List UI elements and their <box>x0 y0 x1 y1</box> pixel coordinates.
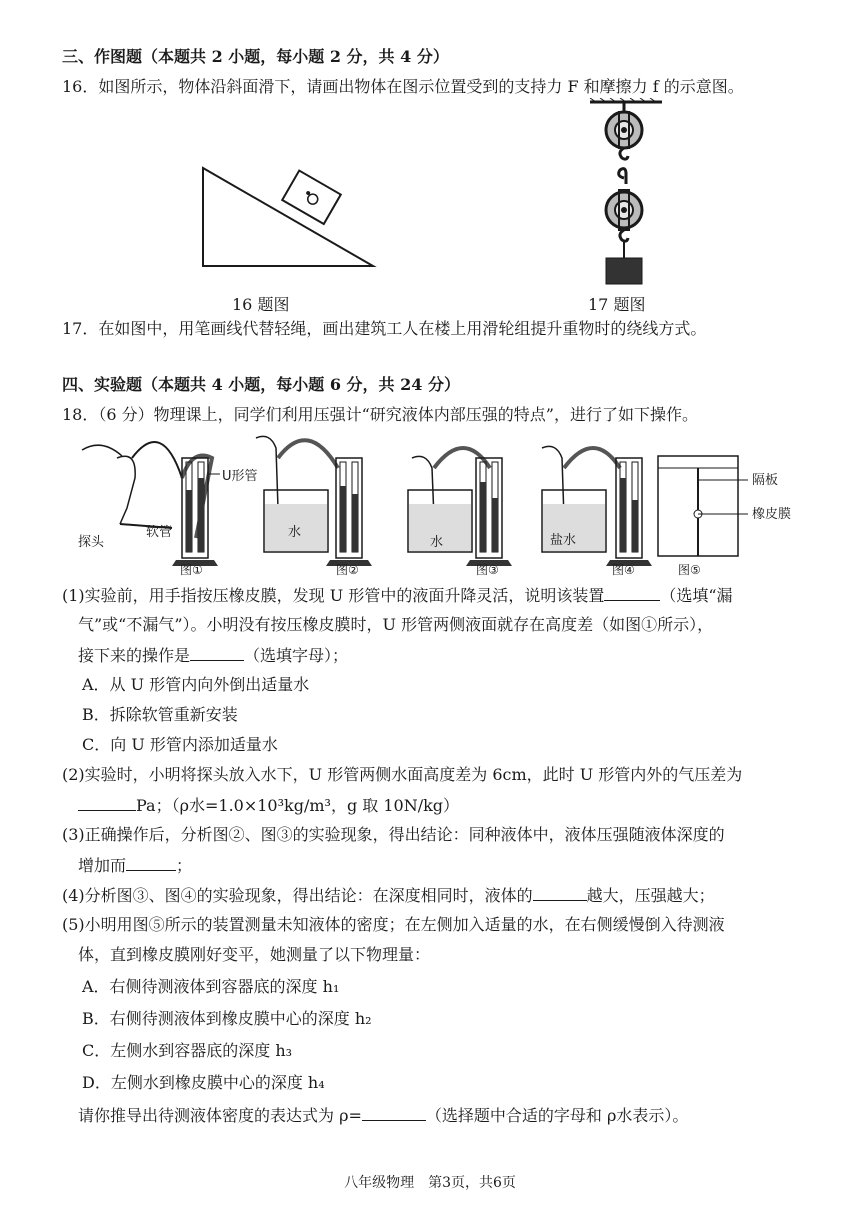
sub-question-3-line2 <box>78 854 192 877</box>
q1-text-a: (1)实验前，用手指按压橡皮膜，发现 U 形管中的液面升降灵活，说明该装置 <box>62 586 605 605</box>
label-water-3: 水 <box>430 535 444 550</box>
label-water-2: 水 <box>288 525 302 540</box>
label-fig3: 图③ <box>476 563 499 577</box>
sub-question-2-line1: (2)实验时，小明将探头放入水下，U 形管两侧水面高度差为 6cm，此时 U 形管内外的气压差为 <box>62 765 743 784</box>
q1-text-b: （选填“漏 <box>660 586 733 605</box>
fig3-apparatus <box>408 448 512 566</box>
figure-17-caption: 17 题图 <box>588 295 646 314</box>
label-probe: 探头 <box>78 535 105 550</box>
q5-text-d: （选择题中合适的字母和 ρ水表示）。 <box>425 1106 689 1125</box>
q1-blank-1 <box>604 584 660 601</box>
figure-18-experiments <box>72 428 812 578</box>
q3-blank <box>126 854 176 871</box>
q3-text-c: ； <box>176 856 193 875</box>
q4-text-b: 越大，压强越大； <box>586 886 715 905</box>
q4-blank <box>533 884 587 901</box>
fig4-apparatus <box>542 446 652 566</box>
sub-question-5-formula <box>78 1104 688 1127</box>
q5-blank <box>362 1104 426 1121</box>
label-u-tube: U形管 <box>222 469 258 484</box>
question-17: 17．在如图中，用笔画线代替轻绳，画出建筑工人在楼上用滑轮组提升重物时的绕线方式。 <box>62 319 707 338</box>
figure-16-incline <box>195 160 385 272</box>
sub-question-5-line1: (5)小明用图⑤所示的装置测量未知液体的密度；在左侧加入适量的水，在右侧缓慢倒入待测液 <box>62 915 725 934</box>
label-hose: 软管 <box>146 525 173 540</box>
sub-question-4 <box>62 884 715 907</box>
sub-question-3-line1: (3)正确操作后，分析图②、图③的实验现象，得出结论：同种液体中，液体压强随液体深度的 <box>62 825 725 844</box>
sub-question-1-line1 <box>62 584 733 607</box>
question-16: 16．如图所示，物体沿斜面滑下，请画出物体在图示位置受到的支持力 F 和摩擦力 f 的示意图。 <box>62 77 744 96</box>
option-5a: A．右侧待测液体到容器底的深度 h₁ <box>82 977 340 996</box>
q1-text-d: 接下来的操作是 <box>78 646 191 665</box>
label-partition: 隔板 <box>752 473 779 488</box>
option-1b: B．拆除软管重新安装 <box>82 705 238 724</box>
label-fig4: 图④ <box>612 563 635 577</box>
q2-blank <box>78 794 136 811</box>
label-fig2: 图② <box>336 563 359 577</box>
section-title-3: 三、作图题（本题共 2 小题，每小题 2 分，共 4 分） <box>62 47 449 66</box>
fig5-container <box>658 456 748 556</box>
figure-16-caption: 16 题图 <box>232 295 290 314</box>
q5-text-c: 请你推导出待测液体密度的表达式为 ρ= <box>78 1106 362 1125</box>
sub-question-1-line2: 气”或“不漏气”）。小明没有按压橡皮膜时，U 形管两侧液面就存在高度差（如图①所示）， <box>78 615 714 634</box>
section-title-4: 四、实验题（本题共 4 小题，每小题 6 分，共 24 分） <box>62 375 460 394</box>
fig2-apparatus <box>256 436 372 566</box>
option-1c: C．向 U 形管内添加适量水 <box>82 735 278 754</box>
option-5d: D．左侧水到橡皮膜中心的深度 h₄ <box>82 1073 325 1092</box>
question-18-intro: 18．（6 分）物理课上，同学们利用压强计“研究液体内部压强的特点”，进行了如下操作。 <box>62 405 698 424</box>
q1-blank-2 <box>190 644 244 661</box>
page-footer: 八年级物理 第3页，共6页 <box>344 1175 516 1191</box>
q4-text-a: (4)分析图③、图④的实验现象，得出结论：在深度相同时，液体的 <box>62 886 533 905</box>
sub-question-2-line2 <box>78 794 459 817</box>
label-fig5: 图⑤ <box>678 563 701 577</box>
option-5b: B．右侧待测液体到橡皮膜中心的深度 h₂ <box>82 1009 372 1028</box>
option-5c: C．左侧水到容器底的深度 h₃ <box>82 1041 293 1060</box>
figure-17-pulleys <box>586 98 666 290</box>
label-membrane: 橡皮膜 <box>752 507 792 522</box>
q3-text-b: 增加而 <box>78 856 127 875</box>
label-fig1: 图① <box>180 563 203 577</box>
option-1a: A．从 U 形管内向外倒出适量水 <box>82 675 310 694</box>
sub-question-5-line2: 体，直到橡皮膜刚好变平，她测量了以下物理量： <box>78 945 431 964</box>
q1-text-e: （选填字母）； <box>244 646 349 665</box>
sub-question-1-line3 <box>78 644 348 667</box>
q2-text-b: Pa；（ρ水=1.0×10³kg/m³，g 取 10N/kg） <box>136 796 460 815</box>
label-salt-water: 盐水 <box>550 533 577 548</box>
